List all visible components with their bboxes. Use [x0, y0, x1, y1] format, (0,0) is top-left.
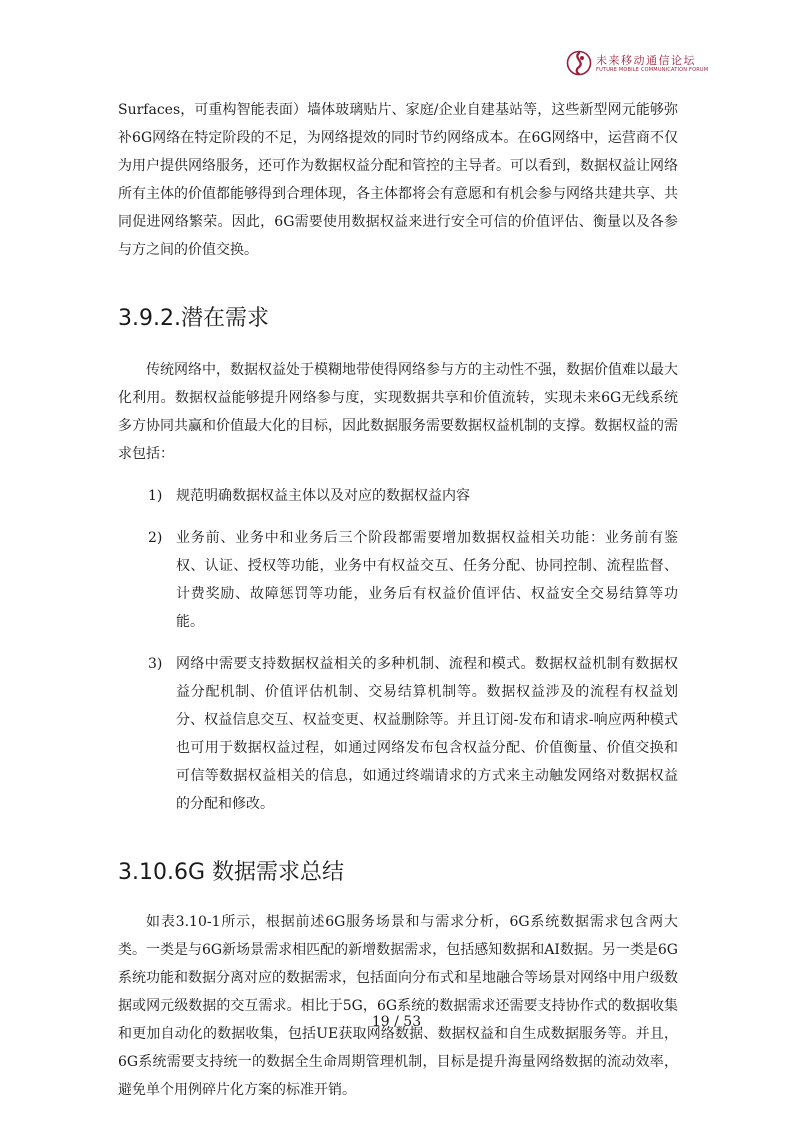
requirements-list [118, 482, 678, 818]
list-item-number: 2) [148, 530, 163, 546]
list-item-number: 1) [148, 488, 163, 504]
page-content [118, 96, 678, 1104]
list-item-number: 3) [148, 656, 163, 672]
page-header [566, 50, 709, 86]
forum-logo-icon [566, 50, 592, 76]
list-item-text: 规范明确数据权益主体以及对应的数据权益内容 [176, 488, 470, 504]
paragraph-continuation: Surfaces，可重构智能表面）墙体玻璃贴片、家庭/企业自建基站等，这些新型网元能够弥补6G网络在特定阶段的不足，为网络提效的同时节约网络成本。在6G网络中，运营商不仅为用户提供网络服务，还可作为数据权益分配和管控的主导者。可以看到，数据权益让网络所有主体的价值都能够得到合理体现，各主体都将会有意愿和有机会参与网络共建共享、共同促进网络繁荣。因此，6G需要使用数据权益来进行安全可信的价值评估、衡量以及各参与方之间的价值交换。 [118, 102, 678, 258]
list-item-text: 业务前、业务中和业务后三个阶段都需要增加数据权益相关功能：业务前有鉴权、认证、授权等功能，业务中有权益交互、任务分配、协同控制、流程监督、计费奖励、故障惩罚等功能，业务后有权益价值评估、权益安全交易结算等功能。 [176, 530, 678, 630]
list-item [118, 482, 678, 510]
paragraph-potential-needs: 传统网络中，数据权益处于模糊地带使得网络参与方的主动性不强，数据价值难以最大化利用。数据权益能够提升网络参与度，实现数据共享和价值流转，实现未来6G无线系统多方协同共赢和价值最大化的目标，因此数据服务需要数据权益机制的支撑。数据权益的需求包括： [118, 362, 678, 462]
page-number: 19 / 53 [371, 1014, 422, 1030]
list-item [118, 650, 678, 818]
section-heading-3-9-2: 3.9.2.潜在需求 [118, 306, 269, 331]
logo-chinese-text: 未来移动通信论坛 [596, 54, 696, 67]
list-item-text: 网络中需要支持数据权益相关的多种机制、流程和模式。数据权益机制有数据权益分配机制、价值评估机制、交易结算机制等。数据权益涉及的流程有权益划分、权益信息交互、权益变更、权益删除等。并且订阅-发布和请求-响应两种模式也可用于数据权益过程，如通过网络发布包含权益分配、价值衡量、价值交换和可信等数据权益相关的信息，如通过终端请求的方式来主动触发网络对数据权益的分配和修改。 [176, 656, 678, 812]
logo-english-text: FUTURE MOBILE COMMUNICATION FORUM [596, 67, 709, 73]
paragraph-summary: 如表3.10-1所示，根据前述6G服务场景和与需求分析，6G系统数据需求包含两大类。一类是与6G新场景需求相匹配的新增数据需求，包括感知数据和AI数据。另一类是6G系统功能和数据分离对应的数据需求，包括面向分布式和星地融合等场景对网络中用户级数据或网元级数据的交互需求。相比于5G，6G系统的数据需求还需要支持协作式的数据收集和更加自动化的数据收集，包括UE获取网络数据、数据权益和自生成数据服务等。并且，6G系统需要支持统一的数据全生命周期管理机制，目标是提升海量网络数据的流动效率，避免单个用例碎片化方案的标准开销。 [118, 914, 678, 1098]
list-item [118, 524, 678, 636]
section-heading-3-10: 3.10.6G 数据需求总结 [118, 860, 345, 885]
